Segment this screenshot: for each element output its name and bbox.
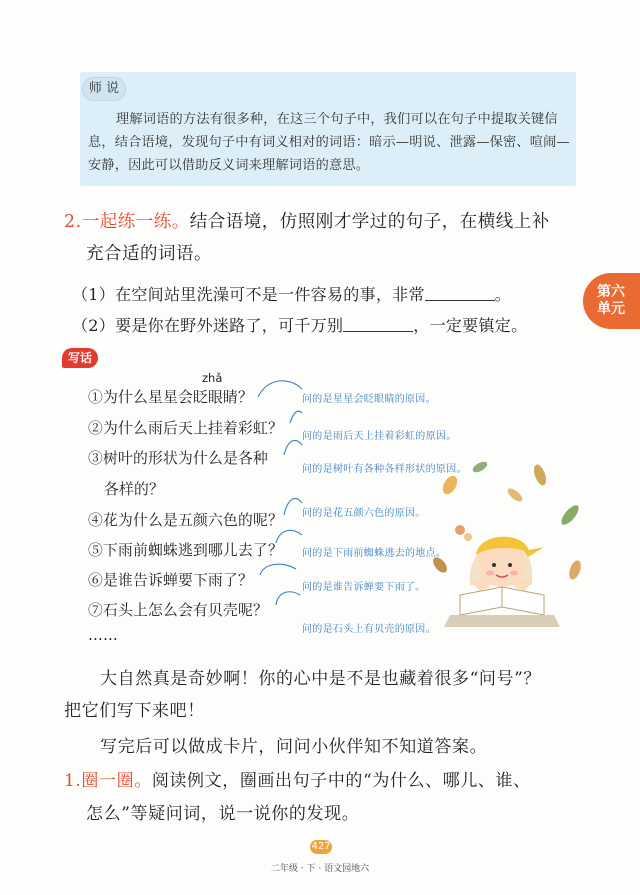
question-7: ⑦石头上怎么会有贝壳呢？ [88, 602, 268, 619]
exercise-1-instruction-line1: 阅读例文，圈画出句子中的“为什么、哪儿、谁、 [151, 771, 531, 791]
exercise-2-lead: 一起练一练。 [81, 212, 190, 232]
curve-3 [284, 440, 302, 455]
exercise-2-item-2 [72, 313, 527, 336]
answer-2: 问的是雨后天上挂着彩虹的原因。 [302, 431, 457, 442]
item-1-blank[interactable] [425, 286, 495, 301]
curve-1 [258, 381, 302, 397]
answer-5: 问的是下雨前蜘蛛逃去的地点。 [302, 548, 447, 559]
answer-3: 问的是树叶有各种各样形状的原因。 [302, 464, 467, 475]
question-1: ①为什么星星会眨眼睛？ [88, 389, 253, 406]
question-3-continued: 各样的？ [104, 481, 164, 498]
unit-tab-line1: 第六 [597, 284, 625, 300]
exercise-2 [64, 206, 584, 270]
item-1-text: （1）在空间站里洗澡可不是一件容易的事，非常 [72, 285, 425, 304]
exercise-1-line1 [64, 766, 531, 791]
page-footer: 二年级 · 下 · 语文园地六 [270, 864, 370, 874]
exercise-2-instruction-line1: 结合语境，仿照刚才学过的句子，在横线上补 [189, 212, 550, 232]
paragraph-1-line2: 把它们写下来吧！ [64, 701, 205, 721]
exercise-2-instruction-line2: 充合适的词语。 [86, 244, 212, 264]
curve-7 [276, 592, 300, 605]
question-5: ⑤下雨前蜘蛛逃到哪儿去了？ [88, 542, 283, 559]
writing-tag: 写话 [62, 348, 98, 368]
paragraph-1-line1: 大自然真是奇妙啊！你的心中是不是也藏着很多“问号”？ [100, 669, 541, 689]
curve-6 [260, 564, 296, 575]
exercise-1-line2: 怎么”等疑问词，说一说你的发现。 [86, 804, 360, 824]
unit-tab-line2: 单元 [597, 301, 625, 317]
exercise-1-number: 1. [64, 771, 82, 791]
answer-7: 问的是石头上有贝壳的原因。 [302, 624, 436, 635]
annotation-curves [250, 375, 310, 635]
item-2-blank[interactable] [343, 317, 413, 332]
pinyin-zha: zhǎ [202, 371, 223, 385]
teacher-says-tag: 师 说 [82, 77, 126, 101]
page-number: 427 [311, 841, 331, 852]
answer-1: 问的是星星会眨眼睛的原因。 [302, 394, 436, 405]
answer-6: 问的是谁告诉蝉要下雨了。 [302, 582, 426, 593]
item-1-end: 。 [494, 285, 512, 304]
boy-reading-illustration [420, 455, 590, 645]
question-ellipsis: …… [88, 627, 118, 644]
exercise-1-lead: 圈一圈。 [81, 771, 152, 791]
question-6: ⑥是谁告诉蝉要下雨了？ [88, 572, 253, 589]
unit-tab [583, 273, 640, 329]
item-2-end: ，一定要镇定。 [413, 316, 528, 335]
curve-4 [284, 499, 302, 515]
item-2-text: （2）要是你在野外迷路了，可千万别 [72, 316, 344, 335]
exercise-2-number: 2. [64, 212, 82, 232]
question-2: ②为什么雨后天上挂着彩虹？ [88, 420, 283, 437]
question-4: ④花为什么是五颜六色的呢？ [88, 512, 283, 529]
question-3: ③树叶的形状为什么是各种 [88, 450, 268, 467]
curve-2 [290, 411, 302, 423]
exercise-2-item-1 [72, 282, 511, 305]
paragraph-2: 写完后可以做成卡片，问问小伙伴知不知道答案。 [100, 737, 488, 757]
teacher-says-text: 理解词语的方法有很多种，在这三个句子中，我们可以在句子中提取关键信息，结合语境，发现句子中有词义相对的词语：暗示—明说、泄露—保密、喧闹—安静，因此可以借助反义词来理解词语的意思。 [88, 112, 570, 173]
curve-5 [276, 530, 302, 543]
answer-4: 问的是花五颜六色的原因。 [302, 508, 426, 519]
